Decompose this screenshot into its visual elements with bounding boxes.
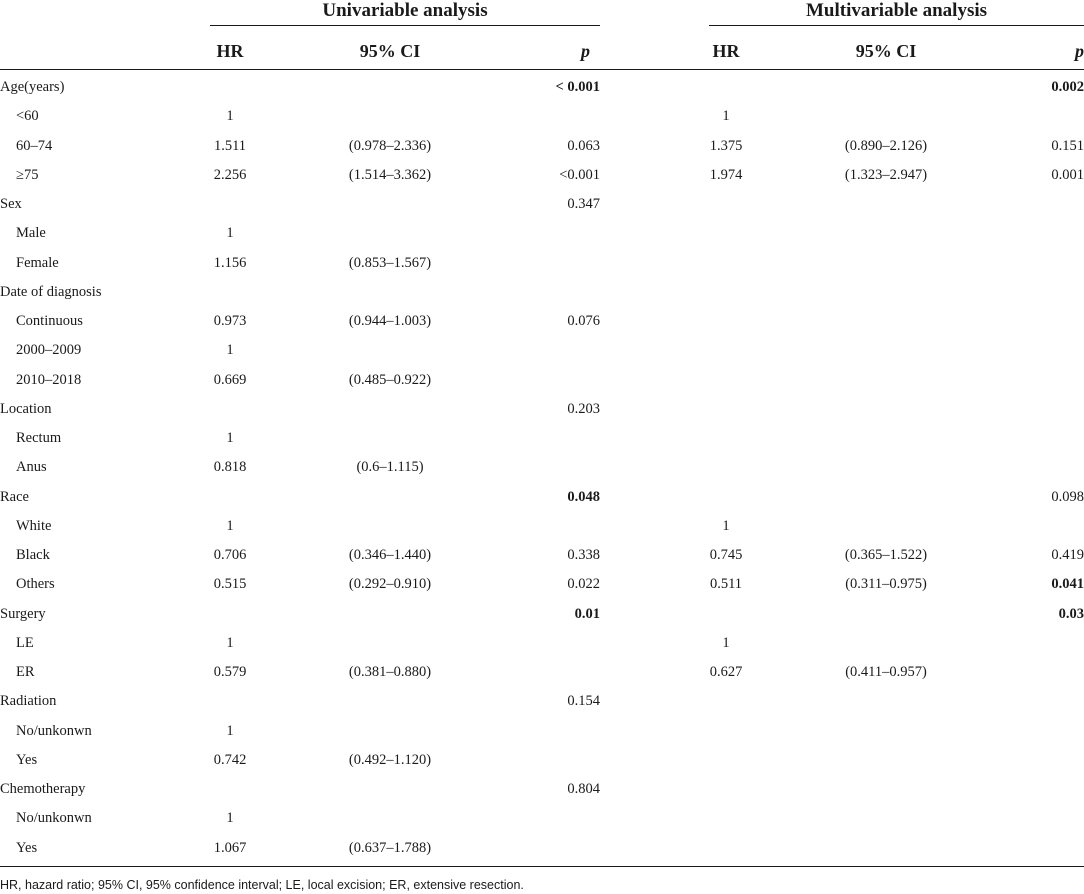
univariable-p: 0.022 [567, 576, 600, 593]
group-header-row [0, 0, 1084, 40]
row-label: Sex [0, 196, 22, 212]
univariable-ci: (0.381–0.880) [348, 664, 432, 680]
row-label: No/unkonwn [16, 810, 92, 827]
row-label: White [16, 517, 52, 534]
row-label: <60 [16, 108, 39, 125]
univariable-ci: (0.853–1.567) [348, 254, 432, 271]
univariable-hr: 1 [226, 342, 234, 359]
table-row [0, 570, 1084, 599]
univariable-hr: 1 [226, 634, 234, 651]
row-label: No/unkonwn [16, 722, 92, 739]
univariable-hr: 0.742 [213, 751, 247, 768]
table-row [0, 219, 1084, 248]
multivariable-hr: 1 [722, 108, 730, 125]
table-footnote: HR, hazard ratio; 95% CI, 95% confidence interval; LE, local excision; ER, extensive resection. [0, 878, 524, 892]
row-label: Race [0, 488, 29, 505]
multivariable-hr: 1 [722, 517, 730, 534]
univariable-p: 0.804 [567, 781, 600, 797]
univariable-hr: 0.706 [213, 547, 247, 563]
univariable-hr: 1.067 [213, 839, 247, 856]
table-row [0, 424, 1084, 453]
univariable-ci: (0.978–2.336) [348, 137, 432, 154]
univariable-p-header: p [581, 41, 590, 61]
row-label: Location [0, 400, 52, 417]
univariable-ci: (0.637–1.788) [348, 839, 432, 856]
table-row [0, 161, 1084, 190]
table-row [0, 453, 1084, 482]
univariable-underline [210, 25, 600, 26]
univariable-hr: 0.669 [213, 371, 247, 388]
row-label: 2000–2009 [16, 342, 82, 359]
univariable-hr: 1 [226, 225, 234, 242]
multivariable-p: 0.098 [1051, 488, 1084, 505]
row-label: ≥75 [16, 166, 39, 183]
multivariable-title: Multivariable analysis [805, 0, 988, 21]
univariable-title: Univariable analysis [322, 0, 488, 21]
univariable-hr: 1.511 [213, 137, 247, 154]
row-label: Female [16, 254, 59, 271]
header-rule [0, 69, 1084, 70]
row-label: Surgery [0, 605, 46, 622]
univariable-ci: (0.6–1.115) [356, 459, 424, 476]
univariable-p: 0.338 [567, 547, 600, 563]
univariable-hr: 1 [226, 517, 234, 534]
multivariable-p: 0.041 [1051, 576, 1084, 593]
univariable-ci: (0.492–1.120) [348, 751, 432, 768]
univariable-p: 0.01 [574, 605, 600, 622]
row-label: ER [16, 664, 35, 680]
table-row [0, 746, 1084, 775]
multivariable-ci: (0.890–2.126) [844, 137, 928, 154]
multivariable-p-header: p [1075, 41, 1084, 61]
univariable-p: 0.347 [567, 196, 600, 212]
table-row [0, 804, 1084, 833]
table-row [0, 629, 1084, 658]
univariable-hr-header: HR [216, 41, 244, 61]
univariable-hr: 1 [226, 430, 234, 446]
table-row [0, 658, 1084, 687]
univariable-p: 0.048 [567, 488, 600, 505]
univariable-p: 0.063 [567, 137, 600, 154]
table-row [0, 834, 1084, 863]
univariable-hr: 0.515 [213, 576, 247, 593]
multivariable-ci: (1.323–2.947) [844, 166, 928, 183]
univariable-hr: 0.973 [213, 313, 247, 329]
univariable-ci: (1.514–3.362) [348, 166, 432, 183]
multivariable-hr-header: HR [712, 41, 740, 61]
row-label: Male [16, 225, 46, 242]
table-row [0, 541, 1084, 570]
univariable-ci: (0.944–1.003) [348, 313, 432, 329]
row-label: Rectum [16, 430, 62, 446]
univariable-p: 0.203 [567, 400, 600, 417]
row-label: Date of diagnosis [0, 283, 102, 300]
table-row [0, 190, 1084, 219]
table-row [0, 775, 1084, 804]
multivariable-ci: (0.365–1.522) [844, 547, 928, 563]
table-row [0, 73, 1084, 102]
table-row [0, 102, 1084, 131]
table-row [0, 483, 1084, 512]
table-row [0, 336, 1084, 365]
univariable-hr: 1.156 [213, 254, 247, 271]
univariable-hr: 2.256 [213, 166, 247, 183]
column-header-row [0, 40, 1084, 69]
table-row [0, 132, 1084, 161]
table-row [0, 395, 1084, 424]
multivariable-p: 0.001 [1051, 166, 1084, 183]
univariable-hr: 1 [226, 108, 234, 125]
univariable-ci-header: 95% CI [359, 41, 421, 61]
row-label: Yes [16, 839, 38, 856]
multivariable-hr: 1 [722, 634, 730, 651]
univariable-hr: 1 [226, 810, 234, 827]
table-row [0, 307, 1084, 336]
table-body [0, 73, 1084, 863]
multivariable-ci: (0.411–0.957) [845, 664, 927, 680]
table-row [0, 278, 1084, 307]
row-label: 2010–2018 [16, 371, 82, 388]
row-label: Yes [16, 751, 38, 768]
multivariable-hr: 0.627 [709, 664, 743, 680]
row-label: Black [16, 547, 50, 563]
univariable-ci: (0.485–0.922) [348, 371, 432, 388]
univariable-p: 0.076 [567, 313, 600, 329]
multivariable-hr: 0.511 [709, 576, 743, 593]
row-label: Age(years) [0, 79, 65, 95]
table-row [0, 512, 1084, 541]
row-label: Continuous [16, 313, 83, 329]
row-label: Radiation [0, 693, 57, 710]
multivariable-p: 0.002 [1051, 79, 1084, 95]
univariable-hr: 0.579 [213, 664, 247, 680]
row-label: Others [16, 576, 55, 593]
row-label: Anus [16, 459, 47, 476]
table-row [0, 600, 1084, 629]
multivariable-ci-header: 95% CI [855, 41, 917, 61]
table-row [0, 366, 1084, 395]
univariable-p: 0.154 [567, 693, 600, 710]
multivariable-hr: 1.974 [709, 166, 743, 183]
multivariable-hr: 0.745 [709, 547, 743, 563]
row-label: 60–74 [16, 137, 53, 154]
multivariable-p: 0.151 [1051, 137, 1084, 154]
multivariable-ci: (0.311–0.975) [845, 576, 927, 593]
univariable-ci: (0.292–0.910) [348, 576, 432, 593]
univariable-p: <0.001 [559, 166, 600, 183]
table-row [0, 249, 1084, 278]
univariable-p: < 0.001 [555, 79, 600, 95]
row-label: Chemotherapy [0, 781, 86, 797]
univariable-hr: 1 [226, 722, 234, 739]
univariable-hr: 0.818 [213, 459, 247, 476]
table-row [0, 687, 1084, 716]
row-label: LE [16, 634, 34, 651]
multivariable-hr: 1.375 [709, 137, 743, 154]
multivariable-p: 0.419 [1051, 547, 1084, 563]
bottom-rule [0, 866, 1084, 867]
univariable-ci: (0.346–1.440) [348, 547, 432, 563]
multivariable-underline [709, 25, 1084, 26]
table-row [0, 717, 1084, 746]
multivariable-p: 0.03 [1058, 605, 1084, 622]
